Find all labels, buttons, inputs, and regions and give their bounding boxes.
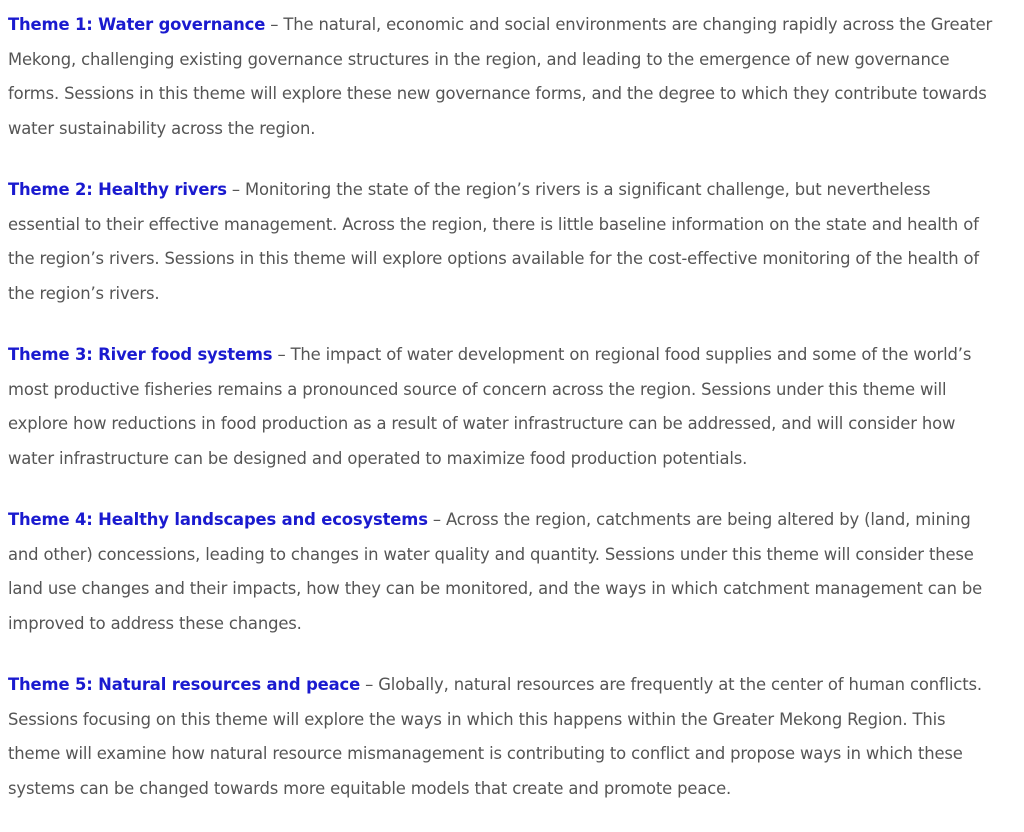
theme-paragraph-4 — [8, 503, 1000, 641]
theme-description-2: Monitoring the state of the region’s rivers is a significant challenge, but nevertheless essential to their effective management. Across the region, there is little baseline information on the state and health of the region’s rivers. Sessions in this theme will explore options available for the cost-effective monitoring of the health of the region’s rivers. — [8, 180, 980, 303]
theme-paragraph-5 — [8, 668, 1000, 806]
theme-description-1: The natural, economic and social environments are changing rapidly across the Greater Mekong, challenging existing governance structures in the region, and leading to the emergence of new governance forms. Sessions in this theme will explore these new governance forms, and the degree to which they contribute towards water sustainability across the region. — [8, 15, 993, 138]
theme-title-1: Theme 1: Water governance — [8, 15, 266, 34]
theme-separator-5: – — [360, 675, 379, 694]
theme-description-3: The impact of water development on regional food supplies and some of the world’s most productive fisheries remains a pronounced source of concern across the region. Sessions under this theme will explore how reductions in food production as a result of water infrastructure can be addressed, and will consider how water infrastructure can be designed and operated to maximize food production potentials. — [8, 345, 972, 468]
theme-title-4: Theme 4: Healthy landscapes and ecosystems — [8, 510, 428, 529]
theme-paragraph-1 — [8, 8, 1000, 146]
theme-title-3: Theme 3: River food systems — [8, 345, 273, 364]
theme-separator-1: – — [265, 15, 284, 34]
theme-separator-4: – — [427, 510, 446, 529]
theme-separator-3: – — [272, 345, 291, 364]
theme-description-4: Across the region, catchments are being altered by (land, mining and other) concessions, leading to changes in water quality and quantity. Sessions under this theme will consider these land use changes and their impacts, how they can be monitored, and the ways in which catchment management can be improved to address these changes. — [8, 510, 983, 633]
theme-description-5: Globally, natural resources are frequently at the center of human conflicts. Sessions focusing on this theme will explore the ways in which this happens within the Greater Mekong Region. This theme will examine how natural resource mismanagement is contributing to conflict and propose ways in which these systems can be changed towards more equitable models that create and promote peace. — [8, 675, 982, 798]
theme-separator-2: – — [226, 180, 246, 199]
theme-title-5: Theme 5: Natural resources and peace — [8, 675, 361, 694]
theme-paragraph-2 — [8, 173, 1000, 311]
theme-title-2: Theme 2: Healthy rivers — [8, 180, 227, 199]
theme-paragraph-3 — [8, 338, 1000, 476]
